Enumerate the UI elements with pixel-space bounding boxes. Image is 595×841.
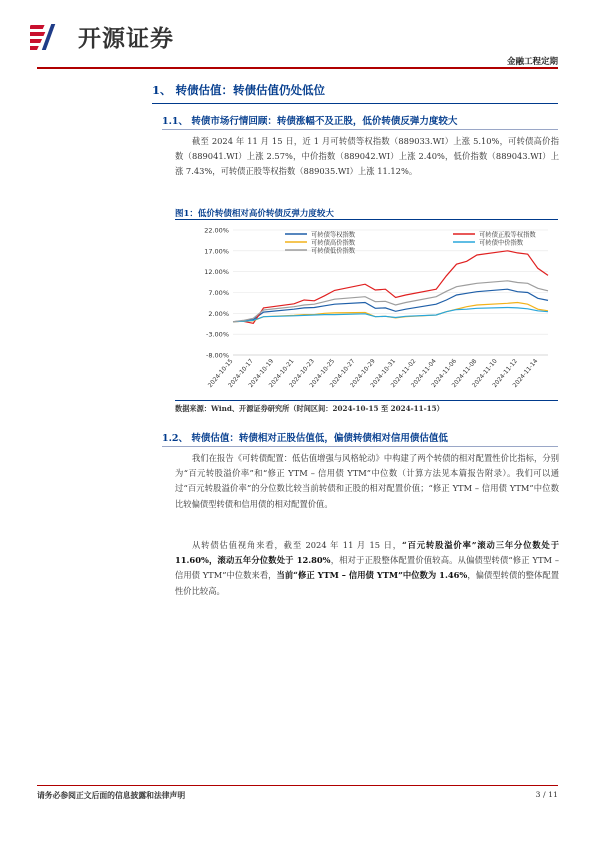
section-divider	[152, 103, 558, 104]
x-tick-label: 2024-10-23	[288, 357, 316, 390]
index-line-chart	[175, 222, 558, 398]
subsection-divider-1	[162, 129, 558, 130]
valuation-text-b: “百元转股溢价率”滚动三年分位数处于 11.60%，滚动五年分位数处于 12.80%	[175, 540, 560, 566]
brand-name: 开源证券	[78, 26, 174, 52]
subsection-title-2: 1.2、 转债估值：转债相对正股估值低，偏债转债相对信用债估值低	[162, 433, 448, 444]
x-tick-label: 2024-10-25	[308, 357, 337, 390]
legend-label-0: 可转债等权指数	[311, 231, 356, 239]
x-tick-label: 2024-11-10	[470, 357, 499, 390]
y-tick-label: -3.00%	[206, 330, 229, 339]
valuation-method-paragraph: 我们在报告《可转债配置：低估值增强与风格轮动》中构建了两个转债的相对配置性价比指标，分别为“百元转股溢价率”和“修正 YTM – 信用债 YTM”中位数（计算方法见本篇报告附录）。我们可以通过“百元转股溢价率”的分位数比较当前转债和正股的相对配置价值；“修正 YTM – 信用债 YTM”中位数比较偏债型转债和信用债的相对配置价值。	[175, 453, 559, 509]
figure-source: 数据来源：Wind、开源证券研究所（时间区间：2024-10-15 至 2024-11-15）	[175, 404, 444, 413]
series-line-1	[233, 251, 548, 323]
subsection-divider-2	[162, 446, 558, 447]
x-tick-label: 2024-10-15	[206, 357, 235, 390]
legend-label-1: 可转债正股等权指数	[479, 231, 536, 239]
valuation-text-e: ，偏债型转债的整体配置性价比较高。	[175, 570, 559, 596]
x-tick-label: 2024-11-08	[450, 357, 479, 390]
report-type: 金融工程定期	[506, 57, 558, 67]
header-divider	[37, 67, 558, 69]
x-tick-label: 2024-10-31	[369, 357, 398, 390]
market-review-paragraph: 截至 2024 年 11 月 15 日，近 1 月可转债等权指数（889033.WI）上涨 5.10%，可转债高价指数（889041.WI）上涨 2.57%，中价指数（889042.WI）上涨 2.40%，低价指数（889043.WI）上涨 7.43%，可转债正股等权指数（889035.WI）上涨 11.12%。	[175, 136, 559, 177]
x-tick-label: 2024-11-14	[511, 357, 540, 390]
valuation-text-d: 当前“修正 YTM – 信用债 YTM”中位数为 1.46%	[276, 570, 468, 581]
y-tick-label: 12.00%	[204, 268, 229, 277]
page-number: 3 / 11	[535, 790, 558, 799]
figure-bottom-rule	[175, 400, 558, 401]
figure-title: 图1：低价转债相对高价转债反弹力度较大	[175, 209, 334, 219]
x-tick-label: 2024-10-21	[267, 357, 296, 390]
valuation-text-a: 从转债估值视角来看，截至 2024 年 11 月 15 日，	[192, 540, 402, 550]
x-tick-label: 2024-10-27	[328, 357, 357, 390]
legend-label-4: 可转债低价指数	[311, 247, 356, 255]
x-tick-label: 2024-10-19	[247, 357, 276, 390]
subsection-title-1: 1.1、 转债市场行情回顾：转债涨幅不及正股，低价转债反弹力度较大	[162, 116, 458, 127]
x-tick-label: 2024-11-06	[430, 357, 459, 390]
section-title: 1、 转债估值：转债估值仍处低位	[152, 83, 326, 97]
y-tick-label: 2.00%	[208, 309, 229, 318]
y-tick-label: 17.00%	[204, 247, 229, 256]
x-tick-label: 2024-11-04	[409, 357, 438, 390]
figure-top-rule	[175, 219, 558, 220]
y-tick-label: 7.00%	[208, 289, 229, 297]
x-tick-label: 2024-10-29	[349, 357, 377, 390]
y-tick-label: -8.00%	[206, 351, 229, 360]
valuation-text-c: ，相对于正股整体配置价值较高。从偏债型转债“修正 YTM – 信用债 YTM”中位数来看，	[175, 555, 559, 581]
footer-disclaimer: 请务必参阅正文后面的信息披露和法律声明	[37, 791, 186, 800]
legend-label-2: 可转债高价指数	[311, 239, 356, 247]
x-tick-label: 2024-11-02	[389, 357, 418, 390]
brand-logo-icon	[30, 22, 72, 52]
valuation-result-paragraph	[175, 538, 559, 599]
y-tick-label: 22.00%	[204, 226, 229, 235]
legend-label-3: 可转债中价指数	[479, 239, 524, 247]
x-tick-label: 2024-10-17	[227, 357, 255, 390]
footer-divider	[37, 785, 558, 786]
x-tick-label: 2024-11-12	[491, 357, 520, 390]
